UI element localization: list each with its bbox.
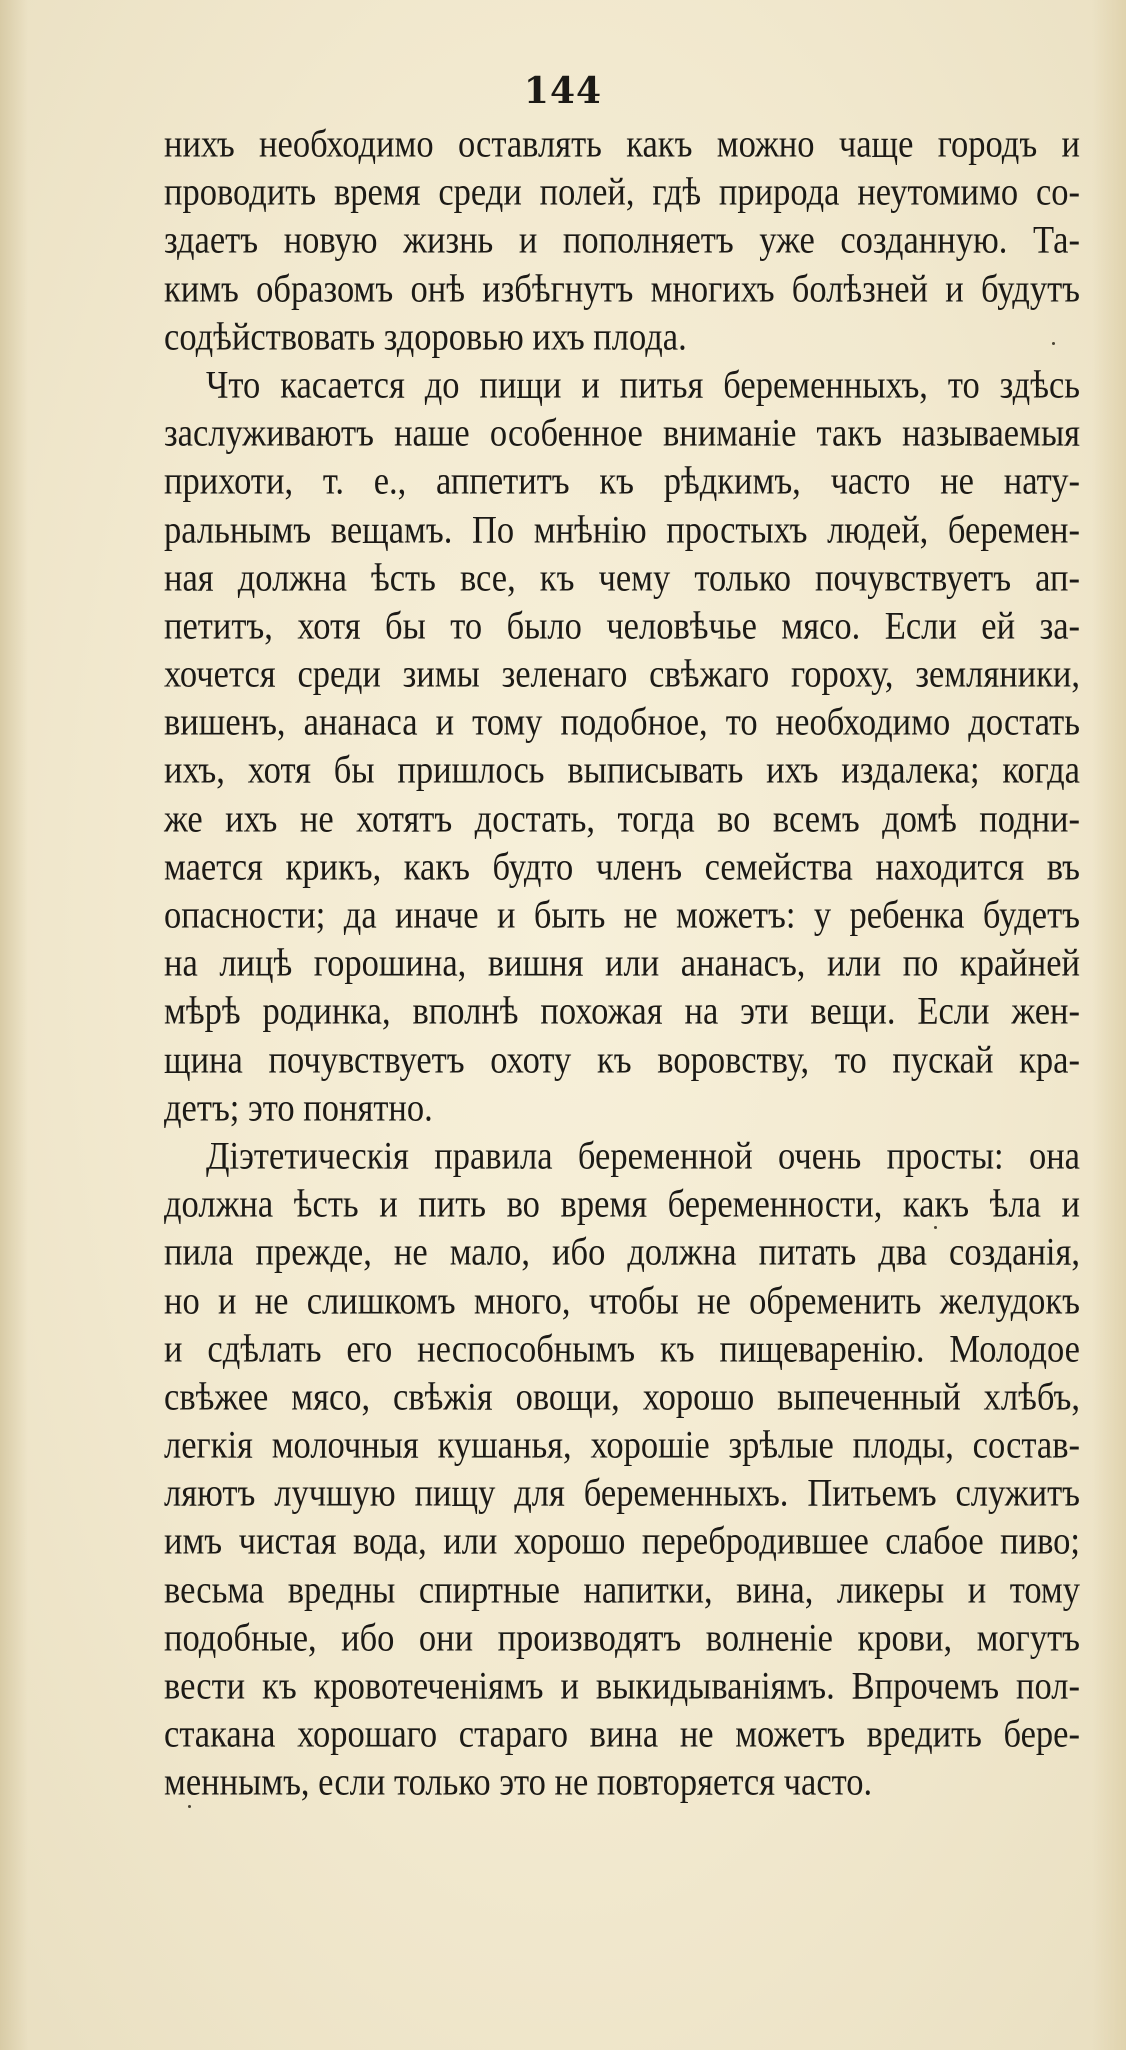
text-line: проводить время среди полей, гдѣ природа неутомимо со-	[164, 170, 1080, 214]
text-line: петитъ, хотя бы то было человѣчье мясо. Если ей за-	[164, 604, 1080, 648]
text-line: меннымъ, если только это не повторяется часто.	[164, 1761, 873, 1804]
text-line: содѣйствовать здоровью ихъ плода.	[164, 315, 687, 359]
print-speck	[1052, 342, 1055, 345]
page-edge-shadow-right	[1092, 0, 1126, 2050]
text-line: щина почувствуетъ охоту къ воровству, то пускай кра-	[164, 1038, 1080, 1081]
text-line: подобные, ибо они производятъ волненіе крови, могутъ	[164, 1616, 1080, 1660]
print-speck	[934, 1226, 937, 1229]
text-line: должна ѣсть и пить во время беременности, какъ ѣла и	[164, 1182, 1080, 1226]
text-line: нихъ необходимо оставлять какъ можно чаще городъ и	[164, 122, 1080, 166]
text-line: Діэтетическія правила беременной очень просты: она	[206, 1134, 1080, 1178]
text-line: пила прежде, не мало, ибо должна питать два созданія,	[164, 1231, 1080, 1274]
text-line: прихоти, т. е., аппетитъ къ рѣдкимъ, часто не нату-	[164, 460, 1080, 503]
page-number: 144	[523, 70, 603, 112]
text-line: свѣжее мясо, свѣжія овощи, хорошо выпеченный хлѣбъ,	[164, 1375, 1080, 1419]
text-line: легкія молочныя кушанья, хорошіе зрѣлые плоды, состав-	[164, 1423, 1080, 1467]
text-line: ихъ, хотя бы пришлось выписывать ихъ издалека; когда	[164, 749, 1080, 792]
text-line: стакана хорошаго стараго вина не можетъ вредить бере-	[164, 1712, 1080, 1756]
body-text	[164, 120, 1080, 1807]
text-line: и сдѣлать его неспособнымъ къ пищеваренію. Молодое	[164, 1327, 1080, 1370]
text-line: ральнымъ вещамъ. По мнѣнію простыхъ людей, беремен-	[164, 508, 1080, 551]
text-line: имъ чистая вода, или хорошо перебродившее слабое пиво;	[164, 1520, 1080, 1563]
text-line: на лицѣ горошина, вишня или ананасъ, или по крайней	[164, 941, 1080, 985]
text-line: весьма вредны спиртные напитки, вина, ликеры и тому	[164, 1568, 1080, 1611]
text-line: кимъ образомъ онѣ избѣгнутъ многихъ болѣзней и будутъ	[164, 267, 1080, 310]
text-line: но и не слишкомъ много, чтобы не обременить желудокъ	[164, 1279, 1080, 1322]
text-line: же ихъ не хотятъ достать, тогда во всемъ домѣ подни-	[164, 797, 1080, 840]
text-line: вишенъ, ананаса и тому подобное, то необходимо достать	[164, 700, 1080, 744]
text-line: мается крикъ, какъ будто членъ семейства находится въ	[164, 845, 1080, 889]
text-line: детъ; это понятно.	[164, 1086, 433, 1130]
print-speck	[188, 1805, 191, 1808]
text-line: хочется среди зимы зеленаго свѣжаго гороху, земляники,	[164, 652, 1080, 696]
text-line: ная должна ѣсть все, къ чему только почувствуетъ ап-	[164, 556, 1080, 599]
text-line: ляютъ лучшую пищу для беременныхъ. Питьемъ служитъ	[164, 1471, 1080, 1515]
text-line: мѣрѣ родинка, вполнѣ похожая на эти вещи. Если жен-	[164, 990, 1080, 1033]
page-edge-shadow-left	[0, 0, 28, 2050]
text-line: вести къ кровотеченіямъ и выкидываніямъ. Впрочемъ пол-	[164, 1664, 1080, 1708]
text-line: здаетъ новую жизнь и пополняетъ уже созданную. Та-	[164, 219, 1080, 262]
text-line: заслуживаютъ наше особенное вниманіе такъ называемыя	[164, 411, 1080, 455]
text-line: опасности; да иначе и быть не можетъ: у ребенка будетъ	[164, 893, 1080, 937]
text-line: Что касается до пищи и питья беременныхъ, то здѣсь	[206, 363, 1080, 407]
